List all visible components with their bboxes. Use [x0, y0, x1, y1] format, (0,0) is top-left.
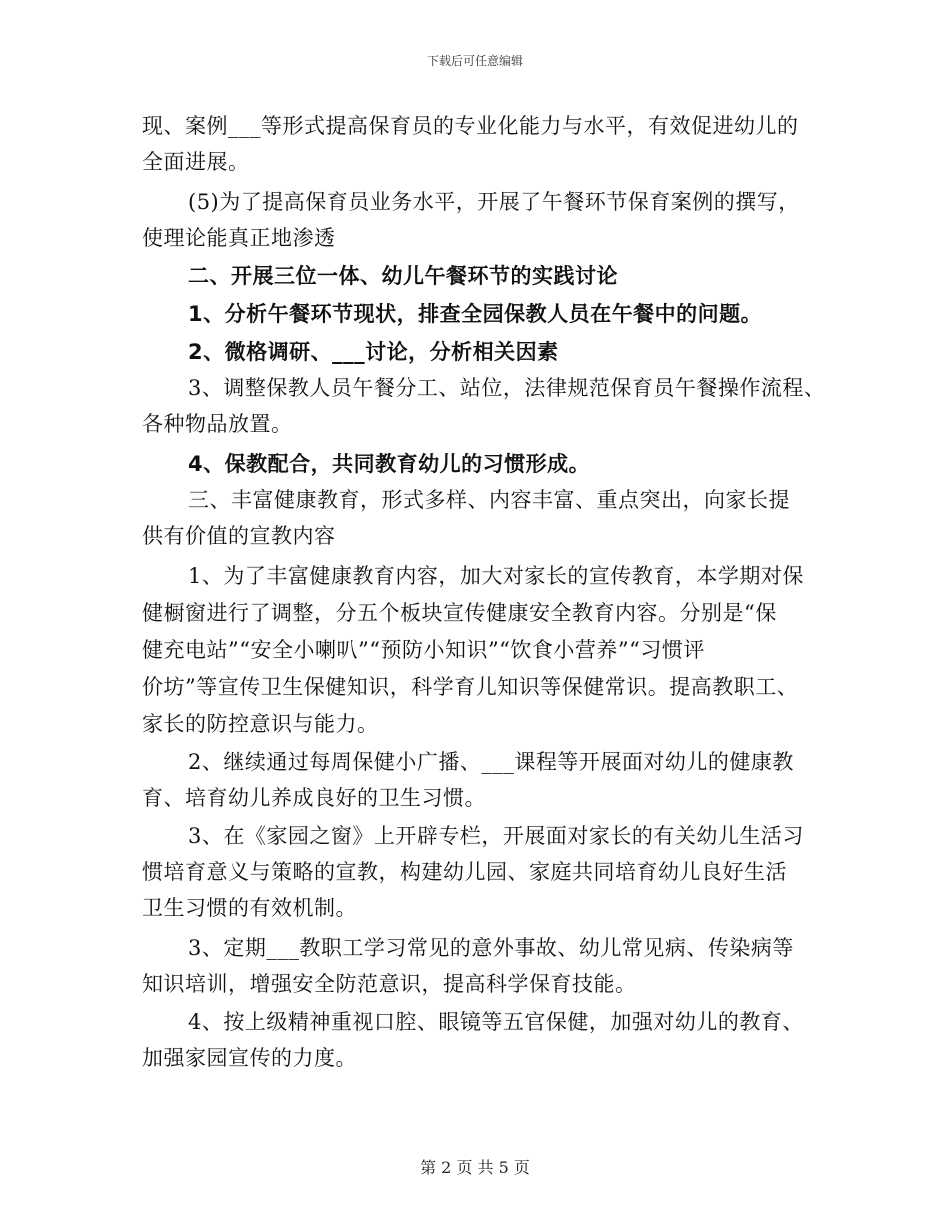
paragraph-line: 4、按上级精神重视口腔、眼镜等五官保健，加强对幼儿的教育、 — [188, 1010, 804, 1034]
paragraph-line: 3、调整保教人员午餐分工、站位，法律规范保育员午餐操作流程、 — [188, 376, 826, 400]
header-note: 下载后可任意编辑 — [426, 54, 523, 68]
paragraph-line: (5)为了提高保育员业务水平，开展了午餐环节保育案例的撰写， — [188, 190, 800, 214]
paragraph-line: 健橱窗进行了调整，分五个板块宣传健康安全教育内容。分别是“保 — [142, 601, 777, 625]
paragraph-line: 育、培育幼儿养成良好的卫生习惯。 — [142, 786, 486, 810]
paragraph-line: 1、为了丰富健康教育内容，加大对家长的宣传教育，本学期对保 — [188, 564, 804, 588]
paragraph-line: 使理论能真正地渗透 — [142, 226, 336, 250]
paragraph-line: 价坊”等宣传卫生保健知识，科学育儿知识等保健常识。提高教职工、 — [142, 675, 799, 699]
paragraph-line: 供有价值的宣教内容 — [142, 524, 336, 548]
paragraph-line: 卫生习惯的有效机制。 — [142, 896, 357, 920]
bold-item: 1、分析午餐环节现状，排查全园保教人员在午餐中的问题。 — [188, 302, 763, 326]
page-number: 第 2 页 共 5 页 — [420, 1158, 530, 1177]
paragraph-line: 健充电站”“安全小喇叭”“预防小知识”“饮食小营养”“习惯评 — [142, 638, 705, 662]
bold-item: 2、微格调研、___讨论，分析相关因素 — [188, 340, 559, 364]
bold-item: 4、保教配合，共同教育幼儿的习惯形成。 — [188, 452, 591, 476]
paragraph-line: 知识培训，增强安全防范意识，提高科学保育技能。 — [142, 972, 637, 996]
paragraph-line: 加强家园宣传的力度。 — [142, 1046, 357, 1070]
section-heading: 二、开展三位一体、幼儿午餐环节的实践讨论 — [188, 264, 618, 288]
paragraph-line: 3、定期___教职工学习常见的意外事故、幼儿常见病、传染病等 — [188, 936, 794, 960]
paragraph-line: 现、案例___等形式提高保育员的专业化能力与水平，有效促进幼儿的 — [142, 114, 799, 138]
paragraph-line: 家长的防控意识与能力。 — [142, 712, 379, 736]
paragraph-line: 各种物品放置。 — [142, 412, 293, 436]
paragraph-line: 2、继续通过每周保健小广播、___课程等开展面对幼儿的健康教 — [188, 750, 794, 774]
paragraph-line: 3、在《家园之窗》上开辟专栏，开展面对家长的有关幼儿生活习 — [188, 824, 804, 848]
paragraph-line: 三、丰富健康教育，形式多样、内容丰富、重点突出，向家长提 — [188, 488, 790, 512]
paragraph-line: 惯培育意义与策略的宣教，构建幼儿园、家庭共同培育幼儿良好生活 — [142, 860, 787, 884]
paragraph-line: 全面进展。 — [142, 150, 250, 174]
